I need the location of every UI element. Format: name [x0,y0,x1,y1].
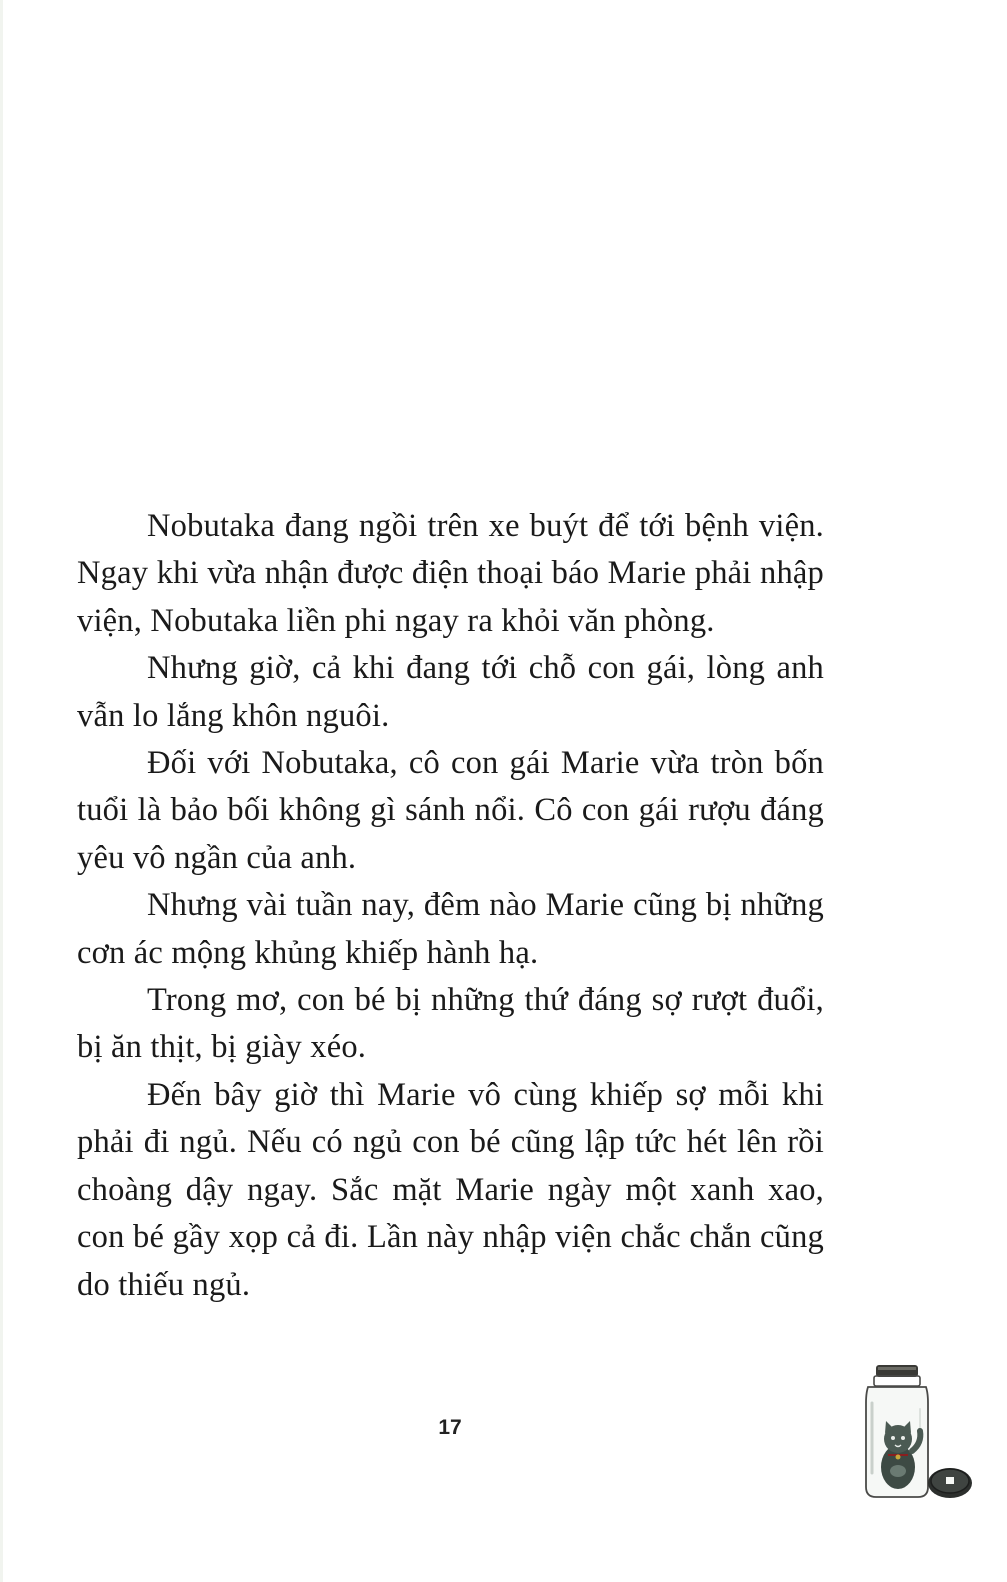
body-text [77,503,824,1309]
page-edge [0,0,3,1582]
paragraph: Đến bây giờ thì Marie vô cùng khiếp sợ mỗi khi phải đi ngủ. Nếu có ngủ con bé cũng lập tức hét lên rồi choàng dậy ngay. Sắc mặt Marie ngày một xanh xao, con bé gầy xọp cả đi. Lần này nhập viện chắc chắn cũng do thiếu ngủ. [77,1076,824,1303]
paragraph: Trong mơ, con bé bị những thứ đáng sợ rượt đuổi, bị ăn thịt, bị giày xéo. [77,982,824,1066]
page-number: 17 [438,1416,462,1439]
jar-with-lucky-cat-icon [858,1363,978,1503]
paragraph: Đối với Nobutaka, cô con gái Marie vừa tròn bốn tuổi là bảo bối không gì sánh nổi. Cô con gái rượu đáng yêu vô ngần của anh. [77,745,824,876]
paragraph: Nhưng giờ, cả khi đang tới chỗ con gái, lòng anh vẫn lo lắng khôn nguôi. [77,650,824,734]
coin-icon [928,1468,972,1498]
paragraph: Nobutaka đang ngồi trên xe buýt để tới bệnh viện. Ngay khi vừa nhận được điện thoại báo Marie phải nhập viện, Nobutaka liền phi ngay ra khỏi văn phòng. [77,508,824,639]
paragraph: Nhưng vài tuần nay, đêm nào Marie cũng bị những cơn ác mộng khủng khiếp hành hạ. [77,887,824,971]
jar-cork [876,1365,918,1377]
